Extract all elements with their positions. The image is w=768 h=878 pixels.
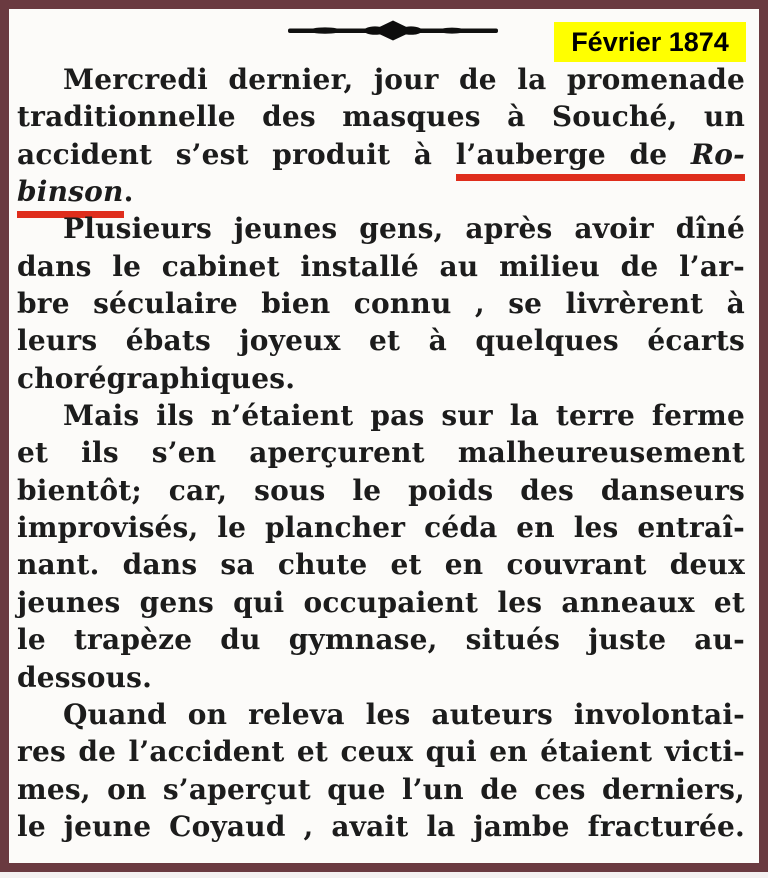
text-segment: .: [123, 175, 134, 209]
text-segment: accident s’est produit à: [17, 137, 456, 171]
text-line: leurs ébats joyeux et à quelques écarts: [17, 324, 745, 358]
paragraph-2: [17, 210, 745, 397]
text-line: res de l’accident et ceux qui en étaient victi-: [17, 735, 745, 769]
paragraph-4: [17, 696, 745, 845]
text-segment: l’auberge de: [455, 137, 691, 171]
date-badge-label: Février 1874: [571, 27, 729, 57]
text-line: Mais ils n’étaient pas sur la terre ferme: [63, 399, 745, 433]
text-line: le trapèze du gymnase, situés juste au-: [17, 623, 745, 657]
text-line: bientôt; car, sous le poids des danseurs: [17, 473, 745, 507]
text-line: le jeune Coyaud , avait la jambe fracturée.: [17, 809, 745, 843]
text-line: dessous.: [17, 660, 153, 694]
date-badge: [554, 22, 746, 62]
red-underlined-text: [456, 138, 745, 181]
text-line: mes, on s’aperçut que l’un de ces derniers,: [17, 772, 745, 806]
text-line: improvisés, le plancher céda en les entraî-: [17, 511, 745, 545]
text-line: chorégraphiques.: [17, 361, 296, 395]
text-line: dans le cabinet installé au milieu de l’ar-: [17, 249, 745, 283]
text-line: bre séculaire bien connu , se livrèrent à: [17, 287, 745, 321]
red-underlined-text: binson: [17, 175, 124, 218]
paragraph-1: [17, 61, 745, 210]
ornamental-divider-icon: [287, 18, 499, 44]
text-line: nant. dans sa chute et en couvrant deux: [17, 548, 745, 582]
paragraph-3: [17, 397, 745, 696]
article-text: [17, 61, 745, 845]
text-line: Plusieurs jeunes gens, après avoir dîné: [63, 212, 745, 246]
text-line: Quand on releva les auteurs involontai-: [63, 697, 745, 731]
text-line: [17, 136, 745, 173]
text-line: Mercredi dernier, jour de la promenade: [63, 63, 745, 96]
text-line: et ils s’en aperçurent malheureusement: [17, 436, 745, 470]
text-line: traditionnelle des masques à Souché, un: [17, 100, 745, 134]
italic-text: Ro-: [690, 137, 745, 171]
text-line: jeunes gens qui occupaient les anneaux et: [17, 585, 745, 619]
